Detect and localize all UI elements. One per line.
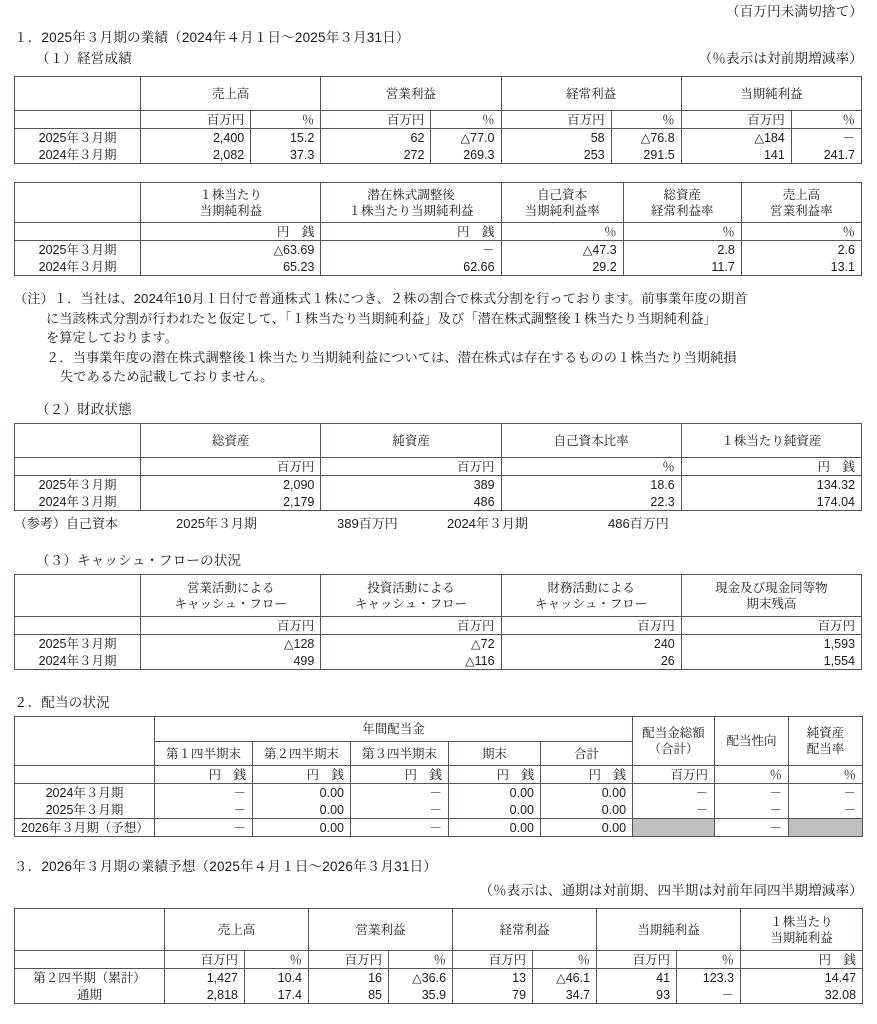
unit-cell: ％ xyxy=(533,951,597,969)
table-header-row xyxy=(15,183,862,223)
cell-value: 2,179 xyxy=(141,493,321,511)
cell-value: 0.00 xyxy=(449,784,541,802)
unit-cell: 百万円 xyxy=(501,617,681,635)
header-line: 当期純利益率 xyxy=(524,203,600,218)
cell-value: 15.2 xyxy=(251,129,321,147)
cell-value: 0.00 xyxy=(541,801,633,819)
cell-value: 174.04 xyxy=(681,493,861,511)
unit-cell: ％ xyxy=(715,766,789,784)
cell-value: － xyxy=(351,819,449,837)
col-group-operating-income: 営業利益 xyxy=(321,77,501,111)
table-cash-flow xyxy=(14,574,862,670)
cell-value: 269.3 xyxy=(431,146,501,164)
header-line: 現金及び現金同等物 xyxy=(715,580,828,595)
cell-value: 37.3 xyxy=(251,146,321,164)
col-header-roa xyxy=(623,183,741,223)
header-line: 配当金総額 xyxy=(642,726,705,740)
unit-cell: ％ xyxy=(677,951,741,969)
cell-value-disabled xyxy=(633,819,715,837)
section1-heading: １．2025年３月期の業績（2024年４月１日～2025年３月31日） xyxy=(14,30,410,45)
col-header-q1-end: 第１四半期末 xyxy=(155,742,253,766)
col-header-q3-end: 第３四半期末 xyxy=(351,742,449,766)
unit-cell: 円 銭 xyxy=(351,766,449,784)
table-unit-row xyxy=(15,951,863,969)
table-row xyxy=(15,493,862,511)
unit-cell: ％ xyxy=(623,223,741,241)
unit-cell: ％ xyxy=(501,223,623,241)
cell-value: 2,082 xyxy=(141,146,251,164)
cell-value: △116 xyxy=(321,652,501,670)
cell-value: △63.69 xyxy=(141,241,321,259)
cell-value: 34.7 xyxy=(533,986,597,1004)
corner-cell xyxy=(15,909,165,951)
cell-value: 79 xyxy=(453,986,533,1004)
cell-value: 10.4 xyxy=(245,969,309,987)
col-header-dividend-on-equity xyxy=(789,717,863,766)
header-line: 営業利益率 xyxy=(770,203,833,218)
unit-cell: 百万円 xyxy=(681,617,861,635)
header-line: （合計） xyxy=(648,742,699,756)
col-header-bps: １株当たり純資産 xyxy=(681,424,861,458)
cell-value: － xyxy=(633,801,715,819)
cell-value: － xyxy=(155,784,253,802)
cell-value: 58 xyxy=(501,129,611,147)
unit-cell: 百万円 xyxy=(321,111,431,129)
header-line: キャッシュ・フロー xyxy=(174,596,287,611)
col-header-net-assets: 純資産 xyxy=(321,424,501,458)
col-header-equity-ratio: 自己資本比率 xyxy=(501,424,681,458)
unit-cell: ％ xyxy=(501,458,681,476)
note-line: ２．当事業年度の潜在株式調整後１株当たり当期純利益については、潜在株式は存在するものの１株当たり当期純損 xyxy=(46,349,737,365)
table-row xyxy=(15,129,862,147)
unit-cell: 百万円 xyxy=(309,951,389,969)
row-label: 2025年３月期 xyxy=(15,476,141,494)
col-header-total-assets: 総資産 xyxy=(141,424,321,458)
reference-value-1: 389百万円 xyxy=(337,516,398,531)
cell-value: 32.08 xyxy=(741,986,863,1004)
table-dividends xyxy=(14,716,863,837)
unit-cell: 百万円 xyxy=(633,766,715,784)
cell-value: 22.3 xyxy=(501,493,681,511)
cell-value: 62.66 xyxy=(321,258,501,276)
section3-note: （％表示は、通期は対前期、四半期は対前年同四半期増減率） xyxy=(479,883,863,898)
unit-cell: 円 銭 xyxy=(253,766,351,784)
cell-value: 1,427 xyxy=(165,969,245,987)
table-per-share-indicators xyxy=(14,182,862,276)
cell-value: 499 xyxy=(141,652,321,670)
table-header-row xyxy=(15,424,862,458)
cell-value: △46.1 xyxy=(533,969,597,987)
header-line: 総資産 xyxy=(663,187,701,202)
unit-cell: ％ xyxy=(431,111,501,129)
table-row-forecast xyxy=(15,819,863,837)
unit-cell: 百万円 xyxy=(597,951,677,969)
cell-value: 0.00 xyxy=(253,784,351,802)
header-line: 当期純利益 xyxy=(770,930,833,945)
unit-cell: 百万円 xyxy=(141,458,321,476)
cell-value: △72 xyxy=(321,635,501,653)
row-label: 2026年３月期（予想） xyxy=(15,819,155,837)
col-group-net-income: 当期純利益 xyxy=(597,909,741,951)
cell-value: △36.6 xyxy=(389,969,453,987)
cell-value: 13 xyxy=(453,969,533,987)
unit-cell: 百万円 xyxy=(501,111,611,129)
cell-value: － xyxy=(715,819,789,837)
table-row xyxy=(15,801,863,819)
header-line: 投資活動による xyxy=(367,580,455,595)
unit-cell: ％ xyxy=(791,111,861,129)
cell-value: － xyxy=(715,784,789,802)
table-row xyxy=(15,652,862,670)
section2-heading: ２．配当の状況 xyxy=(14,695,110,710)
table-unit-row xyxy=(15,458,862,476)
cell-value: 1,593 xyxy=(681,635,861,653)
unit-cell: 百万円 xyxy=(165,951,245,969)
cell-value: 62 xyxy=(321,129,431,147)
header-line: １株当たり xyxy=(770,914,833,929)
section1-sub3-heading: （３）キャッシュ・フローの状況 xyxy=(36,553,242,568)
table-row xyxy=(15,635,862,653)
col-header-operating-cf xyxy=(141,575,321,617)
cell-value: 13.1 xyxy=(741,258,861,276)
table-unit-row xyxy=(15,766,863,784)
table-row xyxy=(15,146,862,164)
cell-value: 85 xyxy=(309,986,389,1004)
cell-value: － xyxy=(791,129,861,147)
cell-value: △47.3 xyxy=(501,241,623,259)
cell-value: 0.00 xyxy=(449,819,541,837)
cell-value: － xyxy=(677,986,741,1004)
table-row xyxy=(15,241,862,259)
unit-cell-blank xyxy=(15,223,141,241)
table-unit-row xyxy=(15,617,862,635)
table-unit-row xyxy=(15,223,862,241)
col-header-q2-end: 第２四半期末 xyxy=(253,742,351,766)
table-financial-position xyxy=(14,423,862,511)
unit-cell: 円 銭 xyxy=(449,766,541,784)
cell-value: － xyxy=(155,801,253,819)
header-line: １株当たり当期純利益 xyxy=(348,203,474,218)
header-line: 自己資本 xyxy=(537,187,588,202)
col-header-cash-equivalents xyxy=(681,575,861,617)
reference-equity-line xyxy=(0,513,877,531)
col-header-total-dividends xyxy=(633,717,715,766)
cell-value: 253 xyxy=(501,146,611,164)
section1-sub1-note: （％表示は対前期増減率） xyxy=(698,51,863,66)
cell-value: 123.3 xyxy=(677,969,741,987)
cell-value: － xyxy=(155,819,253,837)
col-group-net-sales: 売上高 xyxy=(141,77,321,111)
cell-value: 1,554 xyxy=(681,652,861,670)
row-label: 2024年３月期 xyxy=(15,652,141,670)
cell-value: 65.23 xyxy=(141,258,321,276)
unit-cell: 円 銭 xyxy=(681,458,861,476)
unit-cell: ％ xyxy=(741,223,861,241)
header-line: キャッシュ・フロー xyxy=(535,596,648,611)
cell-value: 41 xyxy=(597,969,677,987)
row-label: 2025年３月期 xyxy=(15,801,155,819)
reference-period-1: 2025年３月期 xyxy=(176,516,257,531)
row-label: 第２四半期（累計） xyxy=(15,969,165,987)
table-row xyxy=(15,784,863,802)
section1-sub2-heading: （２）財政状態 xyxy=(36,402,132,417)
header-line: 期末残高 xyxy=(746,596,797,611)
header-line: 純資産 xyxy=(806,726,845,740)
table-row xyxy=(15,986,863,1004)
cell-value: 0.00 xyxy=(253,819,351,837)
unit-cell: 百万円 xyxy=(321,617,501,635)
cell-value: 17.4 xyxy=(245,986,309,1004)
cell-value: △77.0 xyxy=(431,129,501,147)
corner-cell xyxy=(15,424,141,458)
col-header-eps xyxy=(141,183,321,223)
unit-cell: ％ xyxy=(389,951,453,969)
table-header-row xyxy=(15,909,863,951)
col-group-ordinary-income: 経常利益 xyxy=(453,909,597,951)
table-header-row-top xyxy=(15,717,863,742)
cell-value: － xyxy=(715,801,789,819)
col-header-payout-ratio: 配当性向 xyxy=(715,717,789,766)
header-line: 配当率 xyxy=(806,742,845,756)
table-row xyxy=(15,969,863,987)
col-header-investing-cf xyxy=(321,575,501,617)
col-header-operating-margin xyxy=(741,183,861,223)
cell-value: 11.7 xyxy=(623,258,741,276)
table-header-row xyxy=(15,77,862,111)
table-unit-row xyxy=(15,111,862,129)
unit-cell: 百万円 xyxy=(453,951,533,969)
unit-cell-blank xyxy=(15,111,141,129)
unit-cell: ％ xyxy=(611,111,681,129)
header-line: １株当たり xyxy=(199,187,262,202)
cell-value: 486 xyxy=(321,493,501,511)
corner-cell xyxy=(15,77,141,111)
cell-value: 0.00 xyxy=(449,801,541,819)
col-header-roe xyxy=(501,183,623,223)
cell-value: 240 xyxy=(501,635,681,653)
note-line: （注）１．当社は、2024年10月１日付で普通株式１株につき、２株の割合で株式分割を行っております。前事業年度の期首 xyxy=(14,291,748,306)
unit-cell: ％ xyxy=(245,951,309,969)
cell-value: 2.8 xyxy=(623,241,741,259)
row-label: 通期 xyxy=(15,986,165,1004)
col-header-year-end: 期末 xyxy=(449,742,541,766)
row-label: 2025年３月期 xyxy=(15,635,141,653)
cell-value: 0.00 xyxy=(541,784,633,802)
notes-block xyxy=(0,289,874,387)
unit-cell: 百万円 xyxy=(321,458,501,476)
cell-value: 26 xyxy=(501,652,681,670)
cell-value: － xyxy=(351,784,449,802)
header-line: キャッシュ・フロー xyxy=(354,596,468,611)
cell-value: △128 xyxy=(141,635,321,653)
cell-value: － xyxy=(789,801,863,819)
cell-value: 2,818 xyxy=(165,986,245,1004)
row-label: 2025年３月期 xyxy=(15,241,141,259)
unit-cell: 円 銭 xyxy=(321,223,501,241)
table-row xyxy=(15,476,862,494)
section1-sub1-heading: （１）経営成績 xyxy=(36,51,132,66)
col-group-ordinary-income: 経常利益 xyxy=(501,77,681,111)
row-label: 2024年３月期 xyxy=(15,146,141,164)
unit-cell-blank xyxy=(15,458,141,476)
cell-value: △184 xyxy=(681,129,791,147)
cell-value: 141 xyxy=(681,146,791,164)
table-row xyxy=(15,258,862,276)
unit-cell: ％ xyxy=(789,766,863,784)
cell-value: 134.32 xyxy=(681,476,861,494)
cell-value: － xyxy=(633,784,715,802)
cell-value: 2,090 xyxy=(141,476,321,494)
unit-cell-blank xyxy=(15,951,165,969)
cell-value-disabled xyxy=(789,819,863,837)
corner-cell xyxy=(15,183,141,223)
cell-value: 29.2 xyxy=(501,258,623,276)
unit-cell: 百万円 xyxy=(141,617,321,635)
unit-cell: 円 銭 xyxy=(141,223,321,241)
cell-value: 0.00 xyxy=(253,801,351,819)
unit-cell: 円 銭 xyxy=(155,766,253,784)
rounding-note: （百万円未満切捨て） xyxy=(726,4,863,19)
row-label: 2025年３月期 xyxy=(15,129,141,147)
unit-cell: 円 銭 xyxy=(741,951,863,969)
cell-value: 389 xyxy=(321,476,501,494)
note-line: に当該株式分割が行われたと仮定して、「１株当たり当期純利益」及び「潜在株式調整後１株当たり当期純利益」 xyxy=(46,310,717,326)
cell-value: 2,400 xyxy=(141,129,251,147)
cell-value: － xyxy=(321,241,501,259)
cell-value: 241.7 xyxy=(791,146,861,164)
table-operating-results xyxy=(14,76,862,164)
note-line: を算定しております。 xyxy=(46,330,178,345)
cell-value: － xyxy=(789,784,863,802)
reference-label: （参考）自己資本 xyxy=(14,516,119,531)
cell-value: 2.6 xyxy=(741,241,861,259)
header-line: 営業活動による xyxy=(186,580,275,595)
col-header-total: 合計 xyxy=(541,742,633,766)
row-label: 2024年３月期 xyxy=(15,784,155,802)
col-group-annual-dividends: 年間配当金 xyxy=(155,717,633,742)
cell-value: △76.8 xyxy=(611,129,681,147)
cell-value: 14.47 xyxy=(741,969,863,987)
note-line: 失であるため記載しておりません。 xyxy=(60,369,274,384)
header-line: 潜在株式調整後 xyxy=(367,187,455,202)
col-header-diluted-eps xyxy=(321,183,501,223)
reference-value-2: 486百万円 xyxy=(608,516,669,531)
corner-cell xyxy=(15,575,141,617)
header-line: 当期純利益 xyxy=(199,203,262,218)
unit-cell: 百万円 xyxy=(141,111,251,129)
header-line: 財務活動による xyxy=(547,580,635,595)
col-group-net-income: 当期純利益 xyxy=(681,77,861,111)
section3-heading: ３．2026年３月期の業績予想（2025年４月１日～2026年３月31日） xyxy=(14,859,438,874)
cell-value: 35.9 xyxy=(389,986,453,1004)
cell-value: 272 xyxy=(321,146,431,164)
table-forecast xyxy=(14,908,863,1004)
corner-cell xyxy=(15,717,155,766)
cell-value: 93 xyxy=(597,986,677,1004)
cell-value: － xyxy=(351,801,449,819)
col-header-financing-cf xyxy=(501,575,681,617)
cell-value: 18.6 xyxy=(501,476,681,494)
unit-cell-blank xyxy=(15,766,155,784)
unit-cell: 円 銭 xyxy=(541,766,633,784)
table-header-row xyxy=(15,575,862,617)
col-group-net-sales: 売上高 xyxy=(165,909,309,951)
cell-value: 0.00 xyxy=(541,819,633,837)
row-label: 2024年３月期 xyxy=(15,493,141,511)
unit-cell: 百万円 xyxy=(681,111,791,129)
col-group-operating-income: 営業利益 xyxy=(309,909,453,951)
unit-cell-blank xyxy=(15,617,141,635)
row-label: 2024年３月期 xyxy=(15,258,141,276)
header-line: 売上高 xyxy=(782,187,821,202)
reference-period-2: 2024年３月期 xyxy=(447,516,528,531)
unit-cell: ％ xyxy=(251,111,321,129)
cell-value: 16 xyxy=(309,969,389,987)
header-line: 経常利益率 xyxy=(650,203,714,218)
cell-value: 291.5 xyxy=(611,146,681,164)
col-header-eps xyxy=(741,909,863,951)
